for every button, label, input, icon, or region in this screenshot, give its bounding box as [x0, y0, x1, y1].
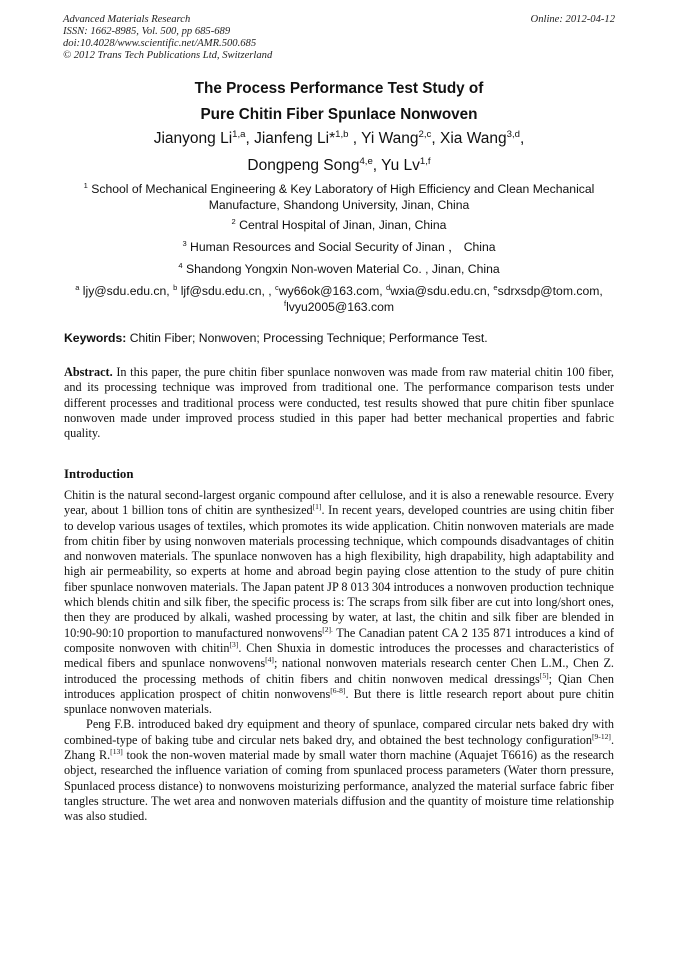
author-emails: [64, 283, 614, 315]
copyright-line: © 2012 Trans Tech Publications Ltd, Switzerland: [63, 50, 273, 61]
paragraph-text: took the non-woven material made by small water thorn machine (Aquajet T6616) as the research object, researched the influence variation of coming from spunlaced process parameters (Water thorn pressure, Spunlaced process distance) to nonwovens moisturizing performance, analyzed the material surface fabric fiber tangles structure. The wet area and nonwoven materials diffusion and the quantity of moisture time relationship was also studied.: [64, 748, 614, 824]
email-sup: b: [173, 282, 178, 292]
affiliation-3: [64, 239, 614, 255]
author-sep: ,: [348, 130, 362, 147]
abstract-label: Abstract.: [64, 365, 113, 379]
section-heading-introduction: Introduction: [64, 467, 134, 481]
paper-title-line-1: The Process Performance Test Study of: [194, 80, 484, 97]
authors-line-2: [64, 157, 614, 175]
email-sup: a: [75, 282, 80, 292]
affiliation-sup: 1: [83, 180, 88, 190]
author-sup: 1,b: [335, 128, 349, 140]
issn-line: ISSN: 1662-8985, Vol. 500, pp 685-689: [63, 26, 231, 37]
paragraph-text: Peng F.B. introduced baked dry equipment and theory of spunlace, compared circular nets baked dry with combined-type of baking tube and circular nets baked dry, and obtained the best technology configuration: [64, 717, 614, 747]
author-sep: ,: [519, 130, 525, 147]
paragraph-text: The Canadian patent CA 2 135 871 introduces a kind of composite nonwoven with chitin: [64, 625, 614, 655]
keywords-text: Chitin Fiber; Nonwoven; Processing Technique; Performance Test.: [126, 331, 488, 345]
keywords: [64, 331, 616, 345]
author-sep: ,: [372, 157, 382, 174]
email-link[interactable]: ljy@sdu.edu.cn,: [82, 284, 174, 298]
author-name: Dongpeng Song: [247, 157, 360, 174]
citation[interactable]: [4]: [265, 655, 274, 665]
affiliation-text: Manufacture, Shandong University, Jinan, China: [208, 198, 470, 212]
citation[interactable]: [3]: [229, 639, 239, 649]
paragraph-text: . In recent years, developed countries are using chitin fiber to develop various usages of textiles, which promotes its wide application. Chitin nonwoven materials are made from chitin fiber by using nonwoven materials processing technique, which compounds disadvantages of chitin and nonwoven materials. The spunlace nonwoven has a high flexibility, high drapability, high adaptability and high air permeability, so experts at home and abroad begin paying close attention to the study of pure chitin fiber spunlace nonwoven materials. The Japan patent JP 8 013 304 introduces a nonwoven production technique which blends chitin and silk fiber, the specific process is: The scraps from silk fiber are cut into long/short ones, then they are produced by alkali, washed processing by water, at last, the chitin and silk fiber are blended in 10:90-90:10 proportion to manufactured nonwovens: [64, 503, 615, 640]
citation[interactable]: [6-8]: [330, 685, 346, 695]
authors-line-1: [64, 130, 614, 148]
author-sep: ,: [431, 130, 440, 147]
citation[interactable]: [2].: [322, 624, 333, 634]
affiliation-4: [64, 261, 614, 277]
paragraph-text: ; Qian Chen introduces application prospect of chitin nonwovens: [64, 671, 614, 701]
email-sup: c: [275, 282, 279, 292]
abstract: [64, 365, 614, 441]
author-sup: 1,f: [419, 155, 431, 167]
journal-name: Advanced Materials Research: [63, 14, 191, 25]
author-sup: 4,e: [359, 155, 373, 167]
author-name: Jianyong Li: [153, 130, 233, 147]
paragraph-text: . Chen Shuxia in domestic introduces the processes and characteristics of medical fibers and spunlace nonwovens: [64, 640, 615, 671]
affiliation-sup: 4: [178, 260, 183, 270]
online-date: Online: 2012-04-12: [530, 14, 615, 25]
paragraph-text: ; national nonwoven materials research center Chen L.M., Chen Z. introduced the processing methods of chitin fibers and chitin nonwoven medical dressings: [64, 656, 614, 686]
author-name: Yu Lv: [381, 157, 420, 174]
email-link[interactable]: sdrxsdp@tom.com,: [497, 284, 603, 298]
affiliation-1: [64, 181, 614, 213]
affiliation-text: Human Resources and Social Security of Jinan ， China: [190, 240, 496, 254]
affiliation-text: School of Mechanical Engineering & Key Laboratory of High Efficiency and Clean Mechanical: [91, 182, 595, 196]
paragraph: [64, 717, 614, 824]
email-link[interactable]: ljf@sdu.edu.cn, ,: [180, 284, 276, 298]
email-link[interactable]: lvyu2005@163.com: [286, 300, 394, 314]
paragraph-text: . Zhang R.: [64, 732, 614, 763]
affiliation-sup: 3: [182, 238, 187, 248]
doi-line: doi:10.4028/www.scientific.net/AMR.500.685: [63, 38, 257, 49]
affiliation-sup: 2: [231, 216, 236, 226]
email-link[interactable]: wy66ok@163.com,: [278, 284, 387, 298]
introduction-body: [64, 488, 614, 825]
email-link[interactable]: wxia@sdu.edu.cn,: [390, 284, 494, 298]
affiliation-text: Central Hospital of Jinan, Jinan, China: [239, 218, 447, 232]
affiliation-2: [64, 217, 614, 233]
email-sup: f: [283, 298, 287, 308]
author-sup: 2,c: [418, 128, 432, 140]
citation[interactable]: [13]: [110, 746, 123, 756]
author-name: Yi Wang: [361, 130, 419, 147]
email-sup: e: [493, 282, 498, 292]
author-sup: 3,d: [506, 128, 520, 140]
paragraph-text: Chitin is the natural second-largest organic compound after cellulose, and it is also a renewable resource. Every year, about 1 billion tons of chitin are synthesized: [64, 488, 614, 518]
paragraph: [64, 488, 614, 717]
author-sup: 1,a: [232, 128, 246, 140]
paper-title-line-2: Pure Chitin Fiber Spunlace Nonwoven: [200, 106, 478, 123]
author-name: Jianfeng Li*: [254, 130, 336, 147]
author-sep: ,: [245, 130, 255, 147]
abstract-text: In this paper, the pure chitin fiber spunlace nonwoven was made from raw material chitin 100 fiber, and its processing technique was improved from traditional one. The performance comparison tests under different processes and traditional process were conducted, test results showed that pure chitin fiber spunlace nonwoven made under improved process studied in this paper had better mechanical properties and fabric quality.: [64, 365, 614, 441]
email-sup: d: [386, 282, 391, 292]
affiliation-text: Shandong Yongxin Non-woven Material Co. , Jinan, China: [185, 262, 500, 276]
citation[interactable]: [1]: [312, 502, 322, 512]
citation[interactable]: [9-12]: [591, 731, 611, 741]
journal-header: [63, 14, 615, 62]
author-name: Xia Wang: [439, 130, 507, 147]
paragraph-text: . But there is little research report about pure chitin spunlace nonwoven materials.: [64, 686, 614, 717]
citation[interactable]: [5]: [539, 670, 549, 680]
keywords-label: Keywords:: [64, 331, 127, 345]
